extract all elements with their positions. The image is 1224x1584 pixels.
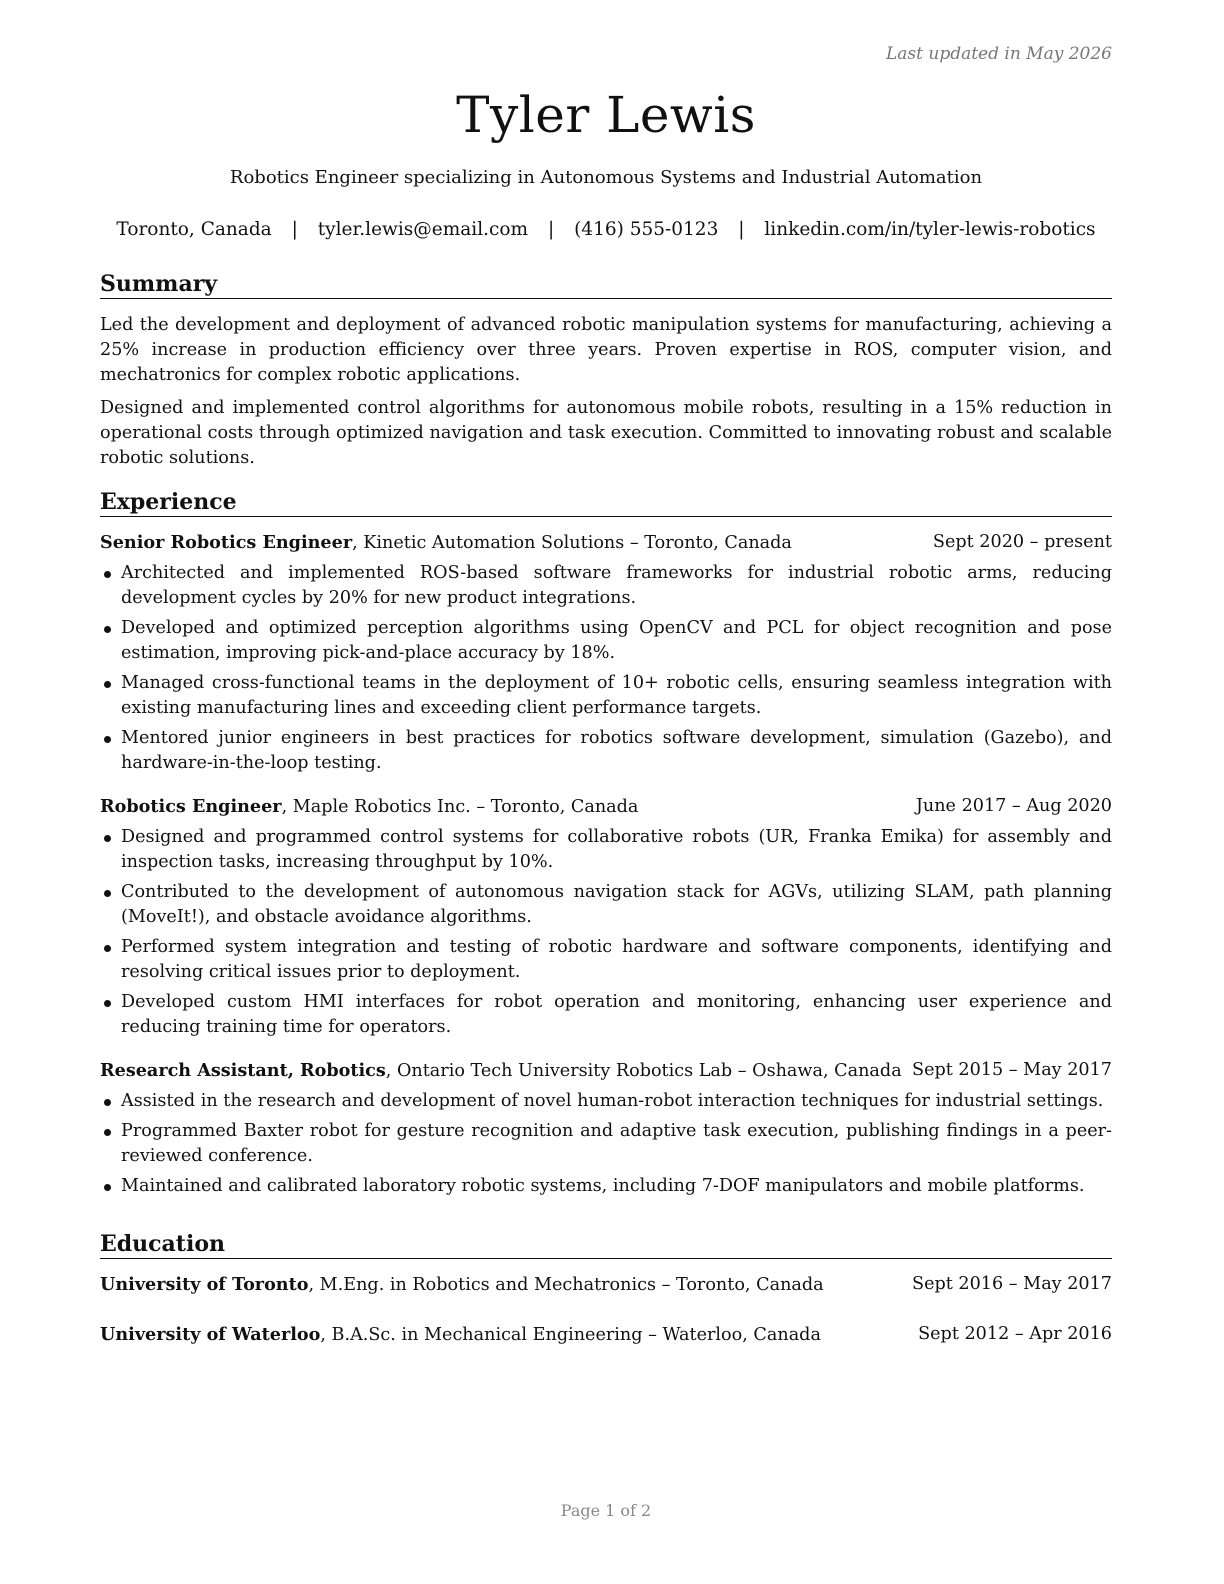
education-entry xyxy=(100,1272,1112,1298)
job-bullets xyxy=(100,1089,1112,1199)
job-organization: , Kinetic Automation Solutions – Toronto, Canada xyxy=(352,533,792,553)
list-item: Developed and optimized perception algorithms using OpenCV and PCL for object recognition and pose estimation, improving pick-and-place accuracy by 18%. xyxy=(100,616,1112,666)
job-header xyxy=(100,1058,1112,1084)
school-name: University of Waterloo xyxy=(100,1324,321,1345)
list-item: Architected and implemented ROS-based software frameworks for industrial robotic arms, reducing development cycles by 20% for new product integrations. xyxy=(100,561,1112,611)
list-item: Developed custom HMI interfaces for robot operation and monitoring, enhancing user experience and reducing training time for operators. xyxy=(100,990,1112,1040)
list-item: Maintained and calibrated laboratory robotic systems, including 7-DOF manipulators and mobile platforms. xyxy=(100,1174,1112,1199)
bullet-icon xyxy=(104,626,111,633)
job-dates: Sept 2020 – present xyxy=(932,532,1112,552)
list-item: Programmed Baxter robot for gesture recognition and adaptive task execution, publishing findings in a peer-reviewed conference. xyxy=(100,1119,1112,1169)
bullet-icon xyxy=(104,945,111,952)
job-organization: , Ontario Tech University Robotics Lab – Oshawa, Canada xyxy=(385,1061,902,1081)
bullet-icon xyxy=(104,890,111,897)
job-title: Senior Robotics Engineer xyxy=(100,532,353,553)
summary-paragraph: Led the development and deployment of advanced robotic manipulation systems for manufacturing, achieving a 25% increase in production efficiency over three years. Proven expertise in ROS, computer vision, and mechatronics for complex robotic applications. xyxy=(100,315,1112,385)
job-bullets xyxy=(100,561,1112,776)
candidate-headline: Robotics Engineer specializing in Autonomous Systems and Industrial Automation xyxy=(229,167,983,188)
bullet-icon xyxy=(104,681,111,688)
degree-info: , B.A.Sc. in Mechanical Engineering – Waterloo, Canada xyxy=(320,1325,821,1345)
bullet-icon xyxy=(104,1000,111,1007)
education-entry xyxy=(100,1322,1112,1348)
section-title-education: Education xyxy=(100,1231,1112,1259)
candidate-name: Tyler Lewis xyxy=(456,86,756,144)
contact-line xyxy=(0,219,1212,240)
job-entry xyxy=(100,794,1112,1040)
list-item: Managed cross-functional teams in the deployment of 10+ robotic cells, ensuring seamless integration with existing manufacturing lines and exceeding client performance targets. xyxy=(100,671,1112,721)
experience-section xyxy=(100,489,1112,1199)
summary-paragraph: Designed and implemented control algorithms for autonomous mobile robots, resulting in a 15% reduction in operational costs through optimized navigation and task execution. Committed to innovating robust and scalable robotic solutions. xyxy=(100,398,1112,468)
degree-info: , M.Eng. in Robotics and Mechatronics – Toronto, Canada xyxy=(308,1275,824,1295)
job-organization: , Maple Robotics Inc. – Toronto, Canada xyxy=(281,797,639,817)
bullet-icon xyxy=(104,571,111,578)
education-dates: Sept 2012 – Apr 2016 xyxy=(918,1324,1112,1344)
bullet-icon xyxy=(104,1099,111,1106)
contact-separator: | xyxy=(291,219,298,240)
job-header xyxy=(100,794,1112,820)
bullet-icon xyxy=(104,1129,111,1136)
contact-separator: | xyxy=(547,219,555,240)
school-name: University of Toronto xyxy=(100,1274,309,1295)
job-dates: Sept 2015 – May 2017 xyxy=(912,1060,1112,1080)
list-item: Mentored junior engineers in best practices for robotics software development, simulation (Gazebo), and hardware-in-the-loop testing. xyxy=(100,726,1112,776)
page-number: Page 1 of 2 xyxy=(560,1501,652,1520)
section-title-experience: Experience xyxy=(100,489,1112,517)
summary-section xyxy=(100,271,1112,471)
job-entry xyxy=(100,530,1112,776)
list-item: Contributed to the development of autonomous navigation stack for AGVs, utilizing SLAM, path planning (MoveIt!), and obstacle avoidance algorithms. xyxy=(100,880,1112,930)
job-dates: June 2017 – Aug 2020 xyxy=(915,796,1112,816)
job-entry xyxy=(100,1058,1112,1199)
contact-linkedin[interactable]: linkedin.com/in/tyler-lewis-robotics xyxy=(764,219,1096,240)
bullet-icon xyxy=(104,1184,111,1191)
list-item: Performed system integration and testing of robotic hardware and software components, identifying and resolving critical issues prior to deployment. xyxy=(100,935,1112,985)
section-title-summary: Summary xyxy=(100,271,1112,299)
job-title: Research Assistant, Robotics xyxy=(100,1060,386,1081)
contact-location: Toronto, Canada xyxy=(116,219,272,240)
bullet-icon xyxy=(104,736,111,743)
education-section xyxy=(100,1231,1112,1348)
contact-separator: | xyxy=(738,219,745,240)
list-item: Designed and programmed control systems for collaborative robots (UR, Franka Emika) for assembly and inspection tasks, increasing throughput by 10%. xyxy=(100,825,1112,875)
list-item: Assisted in the research and development of novel human-robot interaction techniques for industrial settings. xyxy=(100,1089,1112,1114)
job-header xyxy=(100,530,1112,556)
education-dates: Sept 2016 – May 2017 xyxy=(912,1274,1112,1294)
contact-phone: (416) 555-0123 xyxy=(574,219,719,240)
bullet-icon xyxy=(104,835,111,842)
last-updated-note: Last updated in May 2026 xyxy=(885,44,1112,64)
job-bullets xyxy=(100,825,1112,1040)
contact-email[interactable]: tyler.lewis@email.com xyxy=(317,219,529,240)
job-title: Robotics Engineer xyxy=(100,796,282,817)
